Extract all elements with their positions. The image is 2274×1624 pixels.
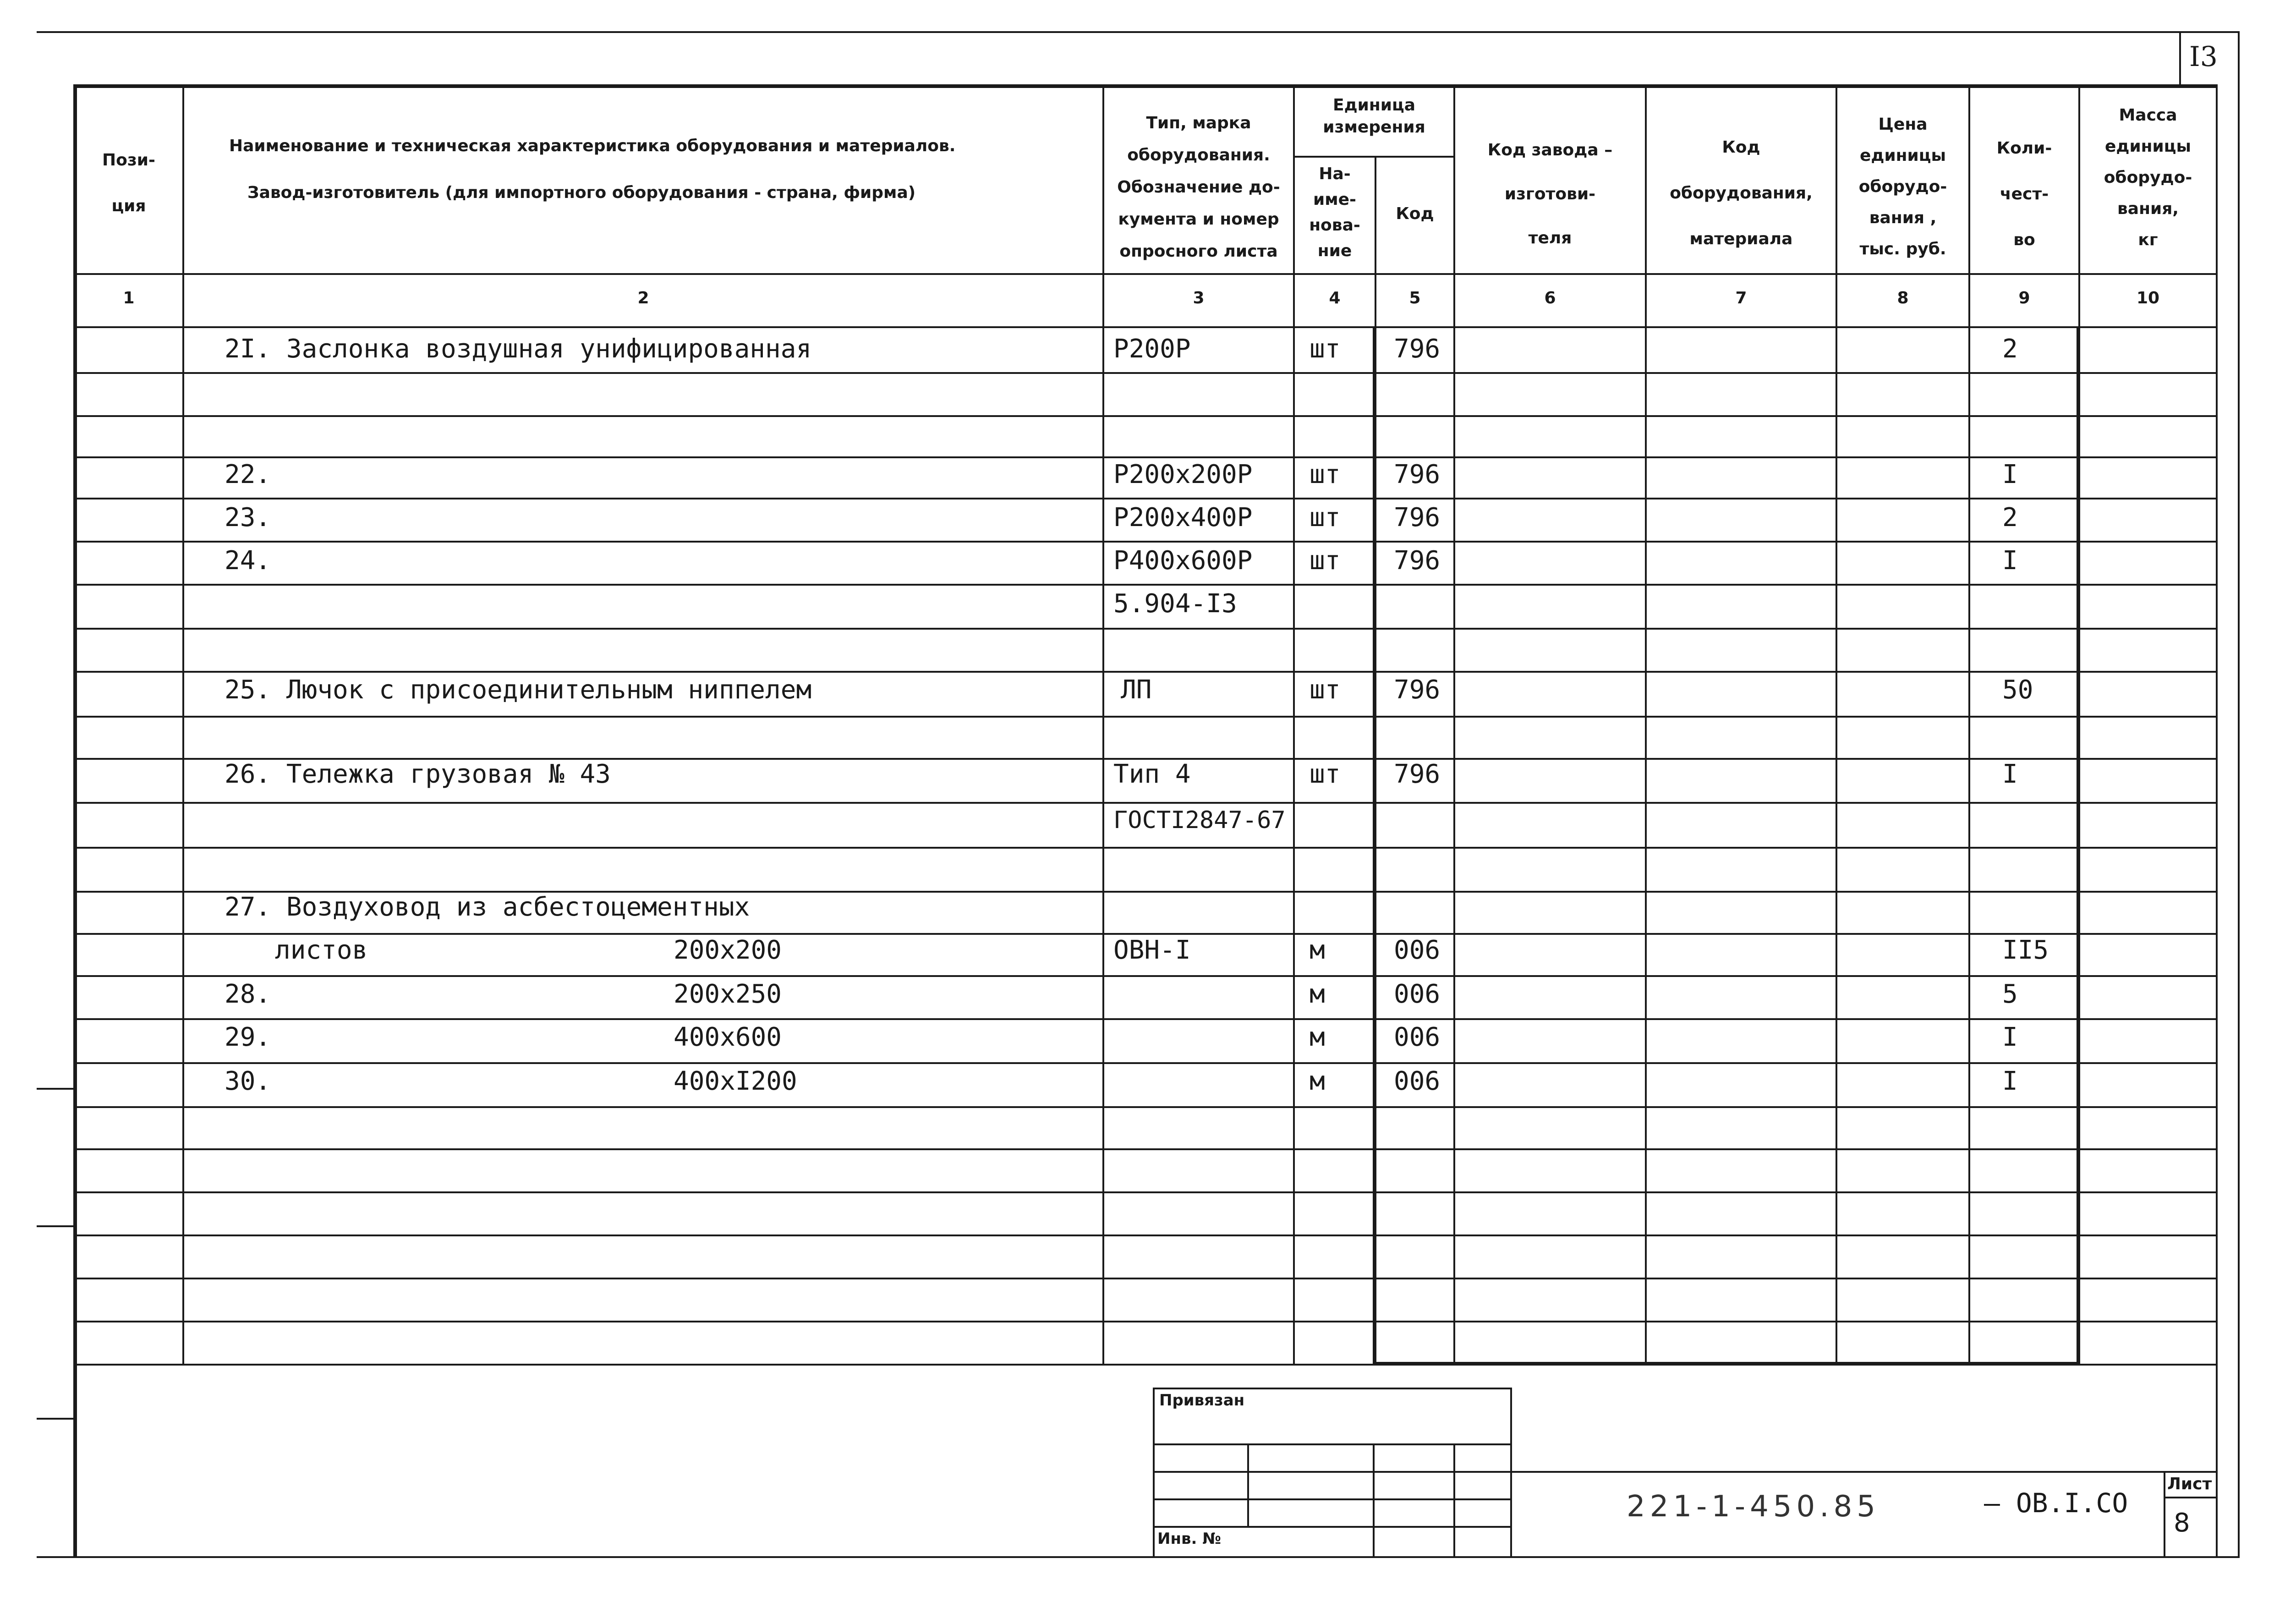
document-code: 221-1-450.85	[1627, 1490, 1880, 1524]
row-name: 23.	[225, 503, 271, 532]
row-qty: 2	[2002, 503, 2018, 532]
top-border	[37, 31, 2240, 33]
sheet-label: Лист	[2167, 1475, 2212, 1493]
col-divider-5	[1453, 84, 1455, 1366]
margin-tick	[37, 1088, 74, 1090]
row-separator	[73, 975, 2218, 977]
stamp-line	[2164, 1471, 2165, 1558]
row-separator	[73, 1148, 2218, 1150]
stamp-line	[1153, 1498, 1512, 1500]
header-price: Цена единицы оборудо- вания , тыс. руб.	[1858, 115, 1947, 258]
row-code: 796	[1394, 675, 1441, 705]
row-name: листов	[275, 935, 368, 965]
row-name: 28.	[225, 979, 271, 1009]
row-code: 796	[1394, 759, 1441, 789]
right-border	[2238, 31, 2240, 1557]
row-qty: 50	[2002, 675, 2033, 705]
col-divider-8	[1968, 84, 1970, 1366]
row-name: 27. Воздуховод из асбестоцементных	[225, 892, 750, 922]
row-type: Р200х200Р	[1113, 460, 1253, 489]
column-number: 5	[1409, 289, 1421, 307]
column-number: 3	[1193, 289, 1205, 307]
row-name: 22.	[225, 460, 271, 489]
col-divider-2	[1102, 84, 1104, 1366]
bottom-border	[37, 1556, 2240, 1558]
stamp-line	[1153, 1388, 1512, 1389]
corner-box-left	[2179, 31, 2181, 86]
column-number: 4	[1329, 289, 1341, 307]
table-top-border	[73, 84, 2218, 88]
row-size: 400хI200	[674, 1066, 797, 1096]
row-qty: I	[2002, 460, 2018, 489]
row-code: 006	[1394, 1066, 1441, 1096]
stamp-inv-label: Инв. №	[1157, 1530, 1222, 1548]
stamp-line	[2164, 1497, 2218, 1498]
header-position: Пози- ция	[102, 151, 155, 215]
column-number: 6	[1544, 289, 1556, 307]
stamp-line	[1153, 1471, 1512, 1473]
row-name: 30.	[225, 1066, 271, 1096]
row-type: Р200х400Р	[1113, 503, 1253, 532]
row-separator	[73, 372, 2218, 374]
row-separator	[73, 1062, 2218, 1064]
row-qty: II5	[2002, 935, 2049, 965]
stamp-line	[1153, 1526, 1512, 1528]
header-name-line2: Завод-изготовитель (для импортного оборудования - страна, фирма)	[247, 183, 916, 202]
stamp-line	[1153, 1388, 1155, 1558]
header-name-line1: Наименование и техническая характеристика оборудования и материалов.	[229, 137, 956, 155]
stamp-bound-label: Привязан	[1159, 1391, 1245, 1410]
row-name: 2I. Заслонка воздушная унифицированная	[225, 334, 812, 364]
row-type: ЛП	[1121, 675, 1152, 705]
row-unit: м	[1310, 979, 1325, 1009]
header-unit-name: На- име- нова- ние	[1309, 165, 1360, 260]
row-size: 200х200	[674, 935, 782, 965]
row-separator	[73, 1321, 2218, 1322]
row-name: 29.	[225, 1022, 271, 1052]
row-unit: шт	[1310, 675, 1341, 705]
row-unit: шт	[1310, 460, 1341, 489]
stamp-line	[1153, 1443, 1512, 1445]
col-divider-7	[1836, 84, 1837, 1366]
row-unit: м	[1310, 1022, 1325, 1052]
column-number: 10	[2136, 289, 2160, 307]
column-number: 7	[1735, 289, 1747, 307]
row-name: 25. Лючок с присоединительным ниппелем	[225, 675, 812, 705]
row-code: 796	[1394, 546, 1441, 576]
row-code: 796	[1394, 334, 1441, 364]
table-right-border	[2216, 84, 2218, 1558]
header-factory-code: Код завода – изготови- теля	[1487, 141, 1613, 247]
stamp-line	[1247, 1443, 1249, 1527]
col-divider-1	[182, 84, 184, 1366]
row-unit: м	[1310, 935, 1325, 965]
row-code: 796	[1394, 503, 1441, 532]
row-separator	[73, 716, 2218, 718]
row-separator	[73, 1018, 2218, 1020]
header-type: Тип, марка оборудования. Обозначение до- кумента и номер опросного листа	[1117, 114, 1280, 261]
header-unit-code: Код	[1396, 204, 1434, 223]
corner-sheet-number: I3	[2189, 41, 2218, 73]
row-unit: шт	[1310, 334, 1341, 364]
row-separator	[73, 628, 2218, 630]
row-size: 400х600	[674, 1022, 782, 1052]
margin-tick	[37, 1225, 74, 1227]
row-type: ГОСТI2847-67	[1113, 807, 1286, 834]
row-type: Р400х600Р	[1113, 546, 1253, 576]
column-number: 9	[2018, 289, 2030, 307]
col-divider-6	[1645, 84, 1647, 1366]
header-bottom	[73, 273, 2218, 275]
margin-tick	[37, 1418, 74, 1420]
row-qty: I	[2002, 1066, 2018, 1096]
row-qty: I	[2002, 759, 2018, 789]
row-code: 006	[1394, 1022, 1441, 1052]
header-mass: Масса единицы оборудо- вания, кг	[2104, 106, 2192, 249]
document-suffix: – ОВ.I.СО	[1984, 1487, 2128, 1519]
row-name: 26. Тележка грузовая № 43	[225, 759, 611, 789]
col-divider-3	[1293, 84, 1295, 1366]
stamp-line	[1373, 1443, 1375, 1558]
stamp-line	[1510, 1471, 2218, 1473]
row-name: 24.	[225, 546, 271, 576]
row-unit: шт	[1310, 546, 1341, 576]
thick-frame-right	[2077, 326, 2080, 1366]
thick-frame-left	[1373, 326, 1376, 1366]
row-separator	[73, 1191, 2218, 1193]
row-type: Тип 4	[1113, 759, 1191, 789]
row-type: Р200Р	[1113, 334, 1191, 364]
row-qty: I	[2002, 1022, 2018, 1052]
row-qty: 2	[2002, 334, 2018, 364]
row-separator	[73, 847, 2218, 849]
unit-group-divider	[1295, 156, 1453, 158]
column-number: 2	[637, 289, 649, 307]
row-separator	[73, 1364, 2218, 1366]
row-unit: шт	[1310, 759, 1341, 789]
row-unit: м	[1310, 1066, 1325, 1096]
row-type: 5.904-I3	[1113, 589, 1237, 619]
header-quantity: Коли- чест- во	[1996, 139, 2052, 249]
row-code: 796	[1394, 460, 1441, 489]
column-number: 8	[1897, 289, 1909, 307]
row-code: 006	[1394, 935, 1441, 965]
row-unit: шт	[1310, 503, 1341, 532]
row-size: 200х250	[674, 979, 782, 1009]
header-unit-group: Единица измерения	[1323, 96, 1425, 137]
row-separator	[73, 1234, 2218, 1236]
row-type: ОВН-I	[1113, 935, 1191, 965]
colnum-bottom	[73, 326, 2218, 328]
row-separator	[73, 1106, 2218, 1108]
row-separator	[73, 415, 2218, 417]
header-equipment-code: Код оборудования, материала	[1670, 138, 1813, 248]
stamp-line	[1510, 1388, 1512, 1558]
stamp-line	[1453, 1443, 1455, 1558]
column-number: 1	[123, 289, 135, 307]
row-qty: 5	[2002, 979, 2018, 1009]
row-qty: I	[2002, 546, 2018, 576]
sheet-number: 8	[2174, 1508, 2190, 1538]
row-code: 006	[1394, 979, 1441, 1009]
row-separator	[73, 1278, 2218, 1279]
